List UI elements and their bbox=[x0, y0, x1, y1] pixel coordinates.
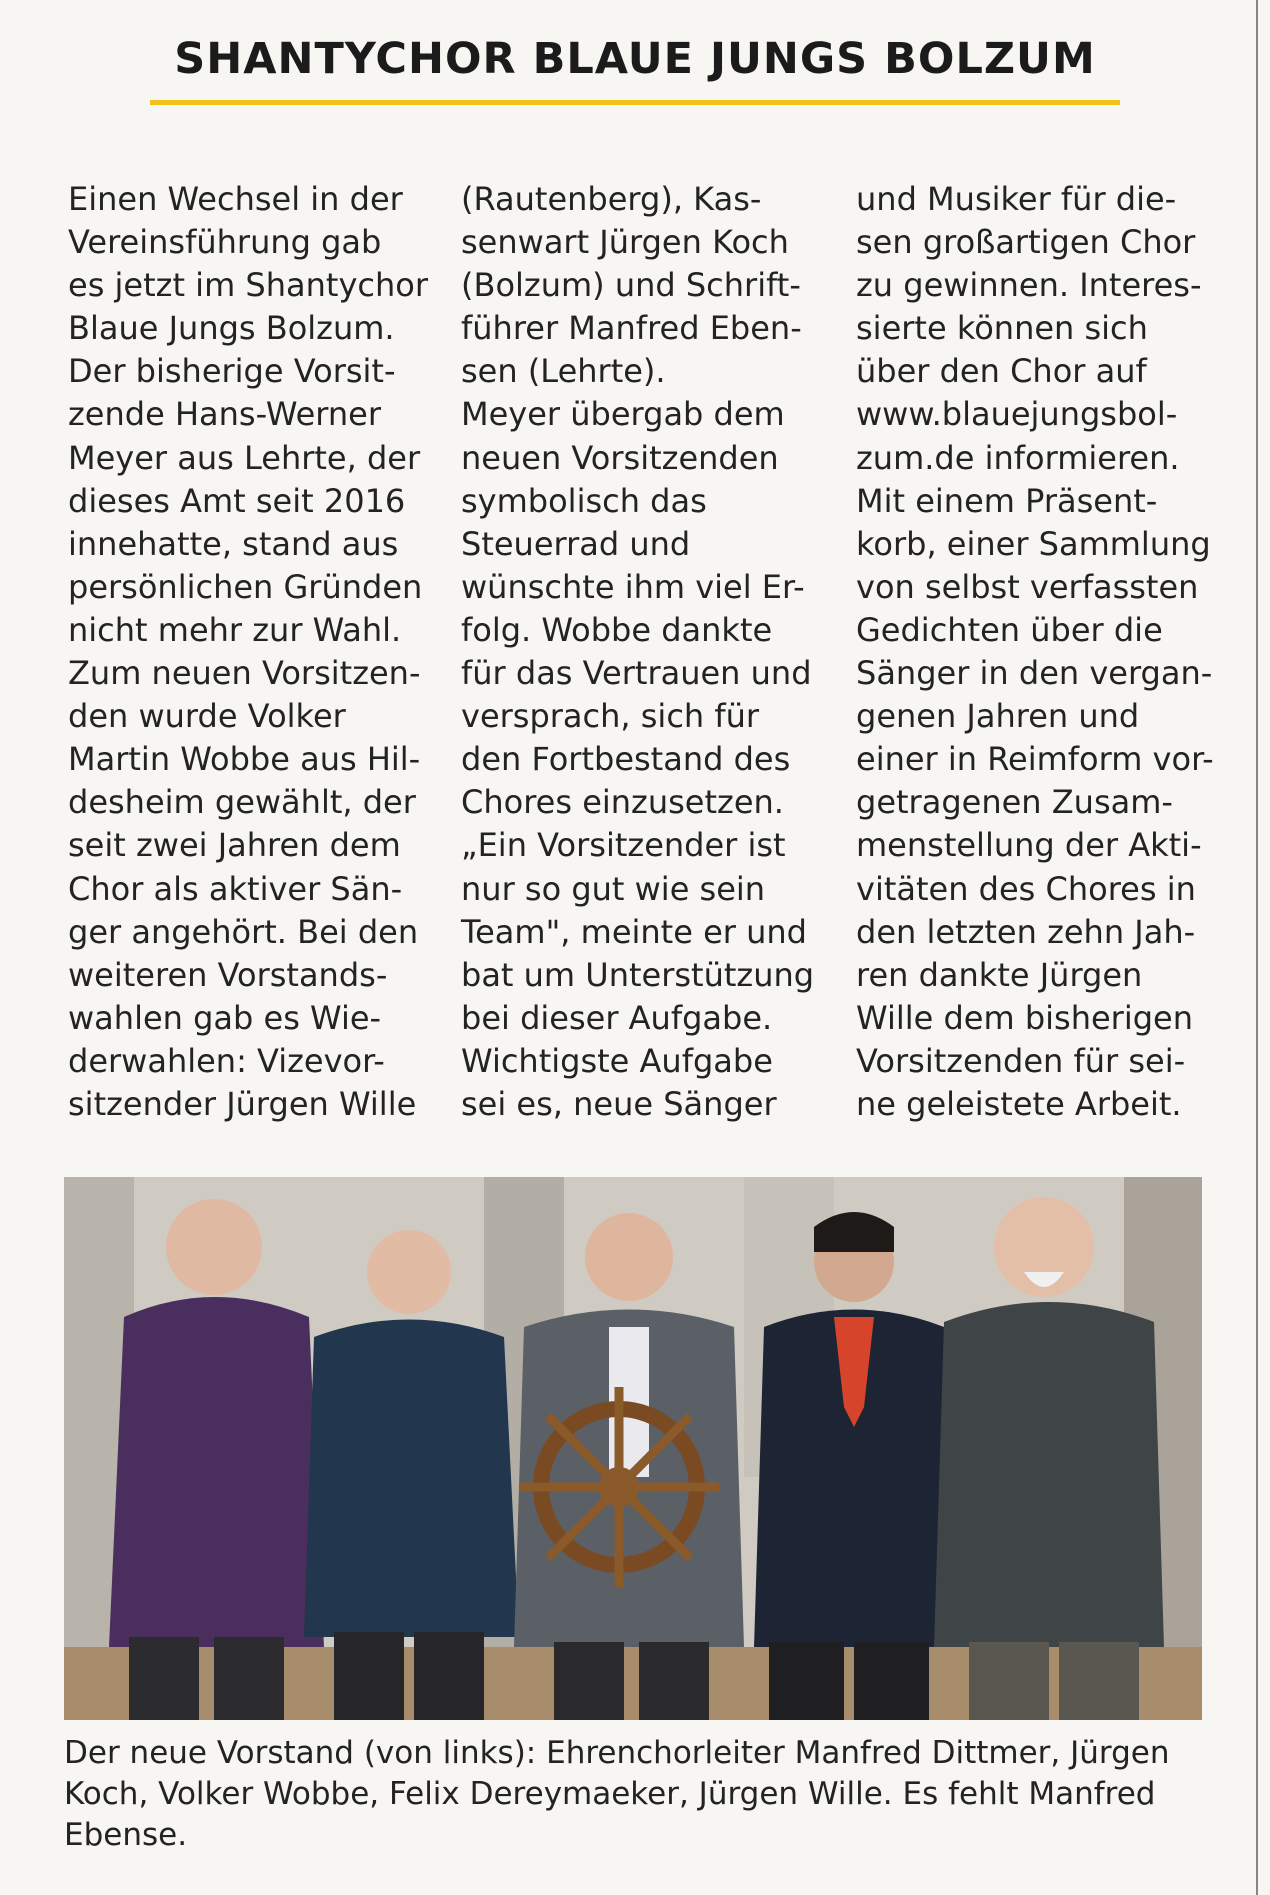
group-photo-illustration bbox=[64, 1177, 1202, 1720]
article-title: SHANTYCHOR BLAUE JUNGS BOLZUM bbox=[174, 34, 1096, 84]
ship-wheel-icon bbox=[519, 1387, 719, 1587]
article-column-2: (Rautenberg), Kas- senwart Jürgen Koch (Bolzum) und Schrift- führer Manfred Eben- sen (Lehrte). Meyer übergab dem neuen Vorsitzenden symbolisch das Steuerrad und wünschte ihm viel Er- folg. Wobbe dankte für das Vertrauen und versprach, sich für den Fortbestand des Chores einzusetzen. „Ein Vorsitzender ist nur so gut wie sein Team", meinte er und bat um Unterstützung bei dieser Aufgabe. Wichtigste Aufgabe sei es, neue Sänger bbox=[461, 180, 815, 1123]
group-photo bbox=[64, 1177, 1202, 1720]
title-underline bbox=[150, 100, 1120, 105]
article-column-1: Einen Wechsel in der Vereinsführung gab es jetzt im Shantychor Blaue Jungs Bolzum. Der bisherige Vorsit- zende Hans-Werner Meyer aus Lehrte, der dieses Amt seit 2016 innehatte, stand aus persönlichen Gründen nicht mehr zur Wahl. Zum neuen Vorsitzen- den wurde Volker Martin Wobbe aus Hil- desheim gewählt, der seit zwei Jahren dem Chor als aktiver Sän- ger angehört. Bei den weiteren Vorstands- wahlen gab es Wie- derwahlen: Vizevor- sitzender Jürgen Wille bbox=[68, 180, 428, 1123]
page-edge bbox=[1256, 0, 1258, 1895]
article-column-3: und Musiker für die- sen großartigen Chor zu gewinnen. Interes- sierte können sich über den Chor auf www.blauejungsbol- zum.de informieren. Mit einem Präsent- korb, einer Sammlung von selbst verfassten Gedichten über die Sänger in den vergan- genen Jahren und einer in Reimform vor- getragenen Zusam- menstellung der Akti- vitäten des Chores in den letzten zehn Jah- ren dankte Jürgen Wille dem bisherigen Vorsitzenden für sei- ne geleistete Arbeit. bbox=[856, 180, 1214, 1123]
photo-caption: Der neue Vorstand (von links): Ehrenchorleiter Manfred Dittmer, Jürgen Koch, Volker Wobbe, Felix Dereymaeker, Jürgen Wille. Es fehlt Manfred Ebense. bbox=[64, 1735, 1170, 1853]
